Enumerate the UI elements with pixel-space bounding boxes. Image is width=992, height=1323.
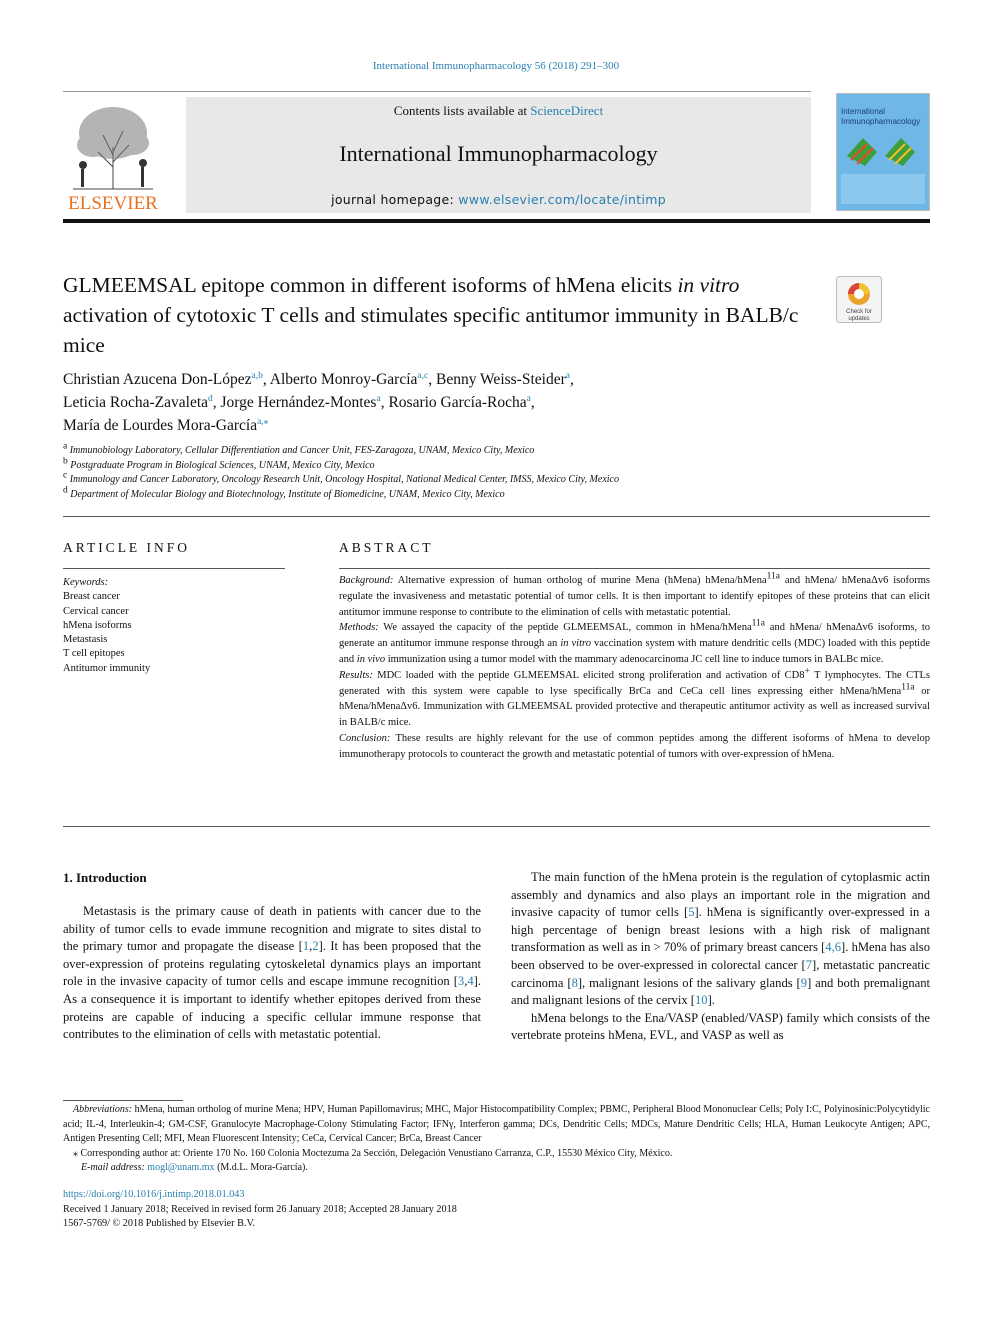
conclusion-label: Conclusion: — [339, 732, 391, 744]
doi-link[interactable]: https://doi.org/10.1016/j.intimp.2018.01.043 — [63, 1189, 245, 1200]
footnote-rule — [63, 1100, 183, 1101]
text-run: ], metastatic pancreatic carcinoma [ — [511, 957, 930, 990]
header-thick-rule — [63, 219, 930, 223]
author-affiliation-ref[interactable]: a — [565, 370, 570, 381]
text-run: ]. hMena has also been observed to be over-expressed in colorectal cancer [ — [511, 940, 930, 972]
check-for-updates-button[interactable] — [836, 276, 882, 323]
affiliation-item — [63, 485, 883, 503]
text-run: ]. It has been proposed that the over-expression of proteins regulating cytoskeletal dynamics plays an important role in the invasive capacity of tumor cells and escape immune recognition [ — [63, 939, 481, 989]
article-meta — [63, 1188, 663, 1232]
contents-line — [186, 103, 811, 119]
reference-link[interactable]: 4,6 — [825, 940, 842, 955]
methods-italic-1: in vitro — [560, 638, 591, 650]
email-label: E-mail address: — [81, 1162, 145, 1173]
text-run: The main function of the hMena protein is the regulation of cytoplasmic actin assembly and dynamics and also plays an important role in the migration and invasive capacity of tumor cells [ — [511, 870, 930, 920]
results-text-3: or hMena/hMenaΔv6. Immunization with GLMEEMSAL provided protective and therapeutic antitumor activity as well as increased survival in BALB/c mice. — [339, 685, 930, 729]
reference-link[interactable]: 9 — [800, 975, 808, 990]
abstract-body — [339, 573, 930, 763]
text-run: ]. As a consequence it is important to identify whether epitopes derived from these proteins are capable of inducing a specific cellular immune response that contributes to the elimination of cells with metastatic potential. — [63, 974, 481, 1042]
author-separator: , — [569, 371, 574, 388]
reference-link[interactable]: 10 — [694, 993, 708, 1008]
author-separator: , — [212, 394, 221, 411]
abstract-methods — [339, 620, 930, 667]
methods-text-4: immunization using a tumor model with the mammary adenocarcinoma JC cell line to induce tumors in BALBc mice. — [385, 653, 884, 665]
results-label: Results: — [339, 669, 373, 681]
background-text-2: and hMena/ hMenaΔv6 isoforms regulate the invasiveness and metastatic potential of tumor cells. It is then important to identify epitopes of these proteins that can elicit antitumor immune response to contribute to the elimination of cells with metastatic potential. — [339, 575, 930, 618]
intro-paragraph-3: hMena belongs to the Ena/VASP (enabled/VASP) family which consists of the vertebrate proteins hMena, EVL, and VASP as well as — [511, 1010, 930, 1043]
affiliation-text: Postgraduate Program in Biological Sciences, UNAM, Mexico City, Mexico — [70, 459, 375, 471]
text-run: ]. hMena is significantly over-expressed in a high percentage of benign breast lesions with a high risk of malignant transformation as well as in > 70% of primary breast cancers [ — [511, 905, 931, 955]
author-name[interactable]: Jorge Hernández-Montes — [220, 394, 377, 411]
background-sup: 11a — [766, 571, 781, 582]
crossmark-icon — [836, 276, 882, 323]
affiliation-item — [63, 441, 883, 459]
journal-cover[interactable] — [836, 93, 930, 211]
reference-link[interactable]: 2 — [312, 939, 319, 954]
author-list — [63, 368, 823, 437]
author-name[interactable]: Leticia Rocha-Zavaleta — [63, 394, 209, 411]
keyword-item[interactable]: Cervical cancer — [63, 605, 129, 617]
abstract-conclusion — [339, 731, 930, 763]
article-title — [63, 270, 823, 360]
text-run: , — [464, 974, 468, 989]
abstract-background — [339, 573, 930, 620]
methods-sup: 11a — [751, 618, 766, 629]
footnotes — [63, 1103, 930, 1176]
header-divider — [63, 91, 811, 92]
sciencedirect-link[interactable]: ScienceDirect — [530, 103, 604, 118]
body-column-right — [511, 869, 930, 1045]
reference-link[interactable]: 1 — [302, 939, 310, 954]
contents-prefix: Contents lists available at — [393, 103, 531, 118]
text-run: ], malignant lesions of the salivary glands [ — [577, 975, 801, 990]
section-heading-introduction: 1. Introduction — [63, 870, 147, 885]
author-name[interactable]: Rosario García-Rocha — [388, 394, 527, 411]
author-name[interactable]: Christian Azucena Don-López — [63, 371, 252, 388]
author-affiliation-ref[interactable]: a,b — [251, 370, 263, 381]
email-suffix: (M.d.L. Mora-García). — [214, 1162, 308, 1173]
keywords-label: Keywords: — [63, 577, 109, 588]
elsevier-wordmark: ELSEVIER — [68, 193, 158, 213]
affiliation-item — [63, 470, 883, 488]
affiliation-text: Department of Molecular Biology and Biotechnology, Institute of Biomedicine, UNAM, Mexico City, Mexico — [70, 488, 505, 500]
title-part1: GLMEEMSAL epitope common in different isoforms of hMena elicits — [63, 273, 678, 297]
keyword-item[interactable]: Antitumor immunity — [63, 662, 151, 674]
affiliations — [63, 441, 883, 502]
reference-link[interactable]: 4 — [467, 974, 474, 989]
affiliation-key: a — [63, 441, 68, 452]
abbreviations-text: hMena, human ortholog of murine Mena; HPV, Human Papillomavirus; MHC, Major Histocompatibility Complex; PBMC, Peripheral Blood Mononuclear Cells; Poly I:C, Polyinosinic:Polycytidylic acid; IL-4, Interleukin-4; GM-CSF, Granulocyte Macrophage-Colony Stimulating Factor; IFNγ, Interferon gamma; DCs, Dendritic Cells; MDCs, Mature Dendritic Cells; HLA, Human Leukocyte Antigen; APC, Antigen Presenting Cell; MFI, Mean Fluorescent Intensity; CeCa, Cervical Cancer; BrCa, Breast Cancer — [63, 1104, 930, 1144]
article-dates: Received 1 January 2018; Received in revised form 26 January 2018; Accepted 28 January 2018 — [63, 1203, 457, 1215]
abbreviations-footnote — [63, 1103, 930, 1147]
author-affiliation-ref[interactable]: a — [376, 393, 381, 404]
author-affiliation-ref[interactable]: a — [526, 393, 531, 404]
keywords-list — [63, 576, 285, 676]
journal-name: International Immunopharmacology — [339, 141, 658, 166]
reference-link[interactable]: 7 — [805, 957, 813, 972]
background-label: Background: — [339, 575, 394, 586]
homepage-link[interactable]: www.elsevier.com/locate/intimp — [458, 192, 666, 207]
affiliation-text: Immunology and Cancer Laboratory, Oncology Research Unit, Oncology Hospital, National Medical Center, IMSS, Mexico City, Mexico — [69, 474, 619, 485]
title-part2: activation of cytotoxic T cells and stimulates specific antitumor immunity in BALB/c mice — [63, 303, 799, 357]
reference-link[interactable]: 5 — [688, 905, 695, 920]
methods-italic-2: in vivo — [356, 653, 386, 665]
journal-cover-image — [837, 94, 929, 210]
results-sup-1: + — [804, 666, 810, 677]
abstract-heading: ABSTRACT — [339, 540, 434, 555]
author-affiliation-ref[interactable]: d — [208, 393, 213, 404]
text-run: Metastasis is the primary cause of death in patients with cancer due to the ability of tumor cells to evade immune recognition and migrate to sites distal to the primary tumor and propagate the disease [ — [63, 904, 481, 954]
title-italic: in vitro — [677, 273, 740, 297]
crossmark-line1: Check for — [846, 309, 872, 315]
results-text-1: MDC loaded with the peptide GLMEEMSAL elicited strong proliferation and activation of CD8 — [372, 669, 805, 681]
email-footnote — [63, 1161, 930, 1176]
homepage-prefix: journal homepage: — [331, 192, 459, 207]
affiliation-key: c — [63, 470, 68, 481]
text-run: ]. — [707, 993, 715, 1008]
elsevier-logo[interactable] — [63, 97, 163, 213]
author-separator: , — [530, 394, 535, 411]
results-sup-2: 11a — [901, 682, 915, 693]
reference-link[interactable]: 3 — [457, 974, 465, 989]
affiliation-key: d — [63, 485, 68, 496]
author-name[interactable]: Alberto Monroy-García — [269, 371, 418, 388]
issn-copyright: 1567-5769/ © 2018 Published by Elsevier B.V. — [63, 1218, 256, 1229]
section-divider — [63, 826, 930, 827]
author-separator: , — [428, 371, 436, 388]
body-column-left — [63, 903, 481, 1044]
text-run: ] and both premalignant and malignant lesions of the cervix [ — [511, 975, 931, 1008]
affiliation-text: Immunobiology Laboratory, Cellular Differentiation and Cancer Unit, FES-Zaragoza, UNAM, Mexico City, Mexico — [69, 445, 535, 456]
abstract-rule — [339, 568, 930, 569]
intro-paragraph-1 — [63, 903, 481, 1044]
article-info-rule — [63, 568, 285, 569]
abstract-results — [339, 668, 930, 731]
methods-text-2: and hMena/ hMenaΔv6 isoforms, to generate an antitumor immune response through an — [339, 622, 931, 650]
author-affiliation-ref[interactable]: a,⁎ — [257, 416, 269, 427]
text-run: , — [309, 939, 313, 954]
background-text-1: Alternative expression of human ortholog of murine Mena (hMena) hMena/hMena — [393, 575, 767, 586]
cover-title-line2: Immunopharmacology — [841, 117, 921, 126]
intro-paragraph-2 — [511, 869, 930, 1010]
abbreviations-label: Abbreviations: — [73, 1104, 133, 1115]
author-name[interactable]: Benny Weiss-Steider — [435, 371, 566, 388]
corresponding-author-footnote: ⁎ Corresponding author at: Oriente 170 No. 160 Colonia Moctezuma 2a Sección, Delegación Venustiano Carranza, C.P., 15530 México City, México. — [73, 1147, 673, 1159]
keyword-item[interactable]: Metastasis — [63, 634, 108, 646]
author-separator: , — [380, 394, 389, 411]
author-name[interactable]: María de Lourdes Mora-García — [63, 417, 258, 434]
affiliation-key: b — [63, 456, 68, 467]
journal-citation[interactable]: International Immunopharmacology 56 (2018) 291–300 — [372, 60, 620, 72]
keyword-item[interactable]: hMena isoforms — [63, 619, 132, 631]
section-divider — [63, 516, 930, 517]
reference-link[interactable]: 8 — [571, 975, 578, 990]
keyword-item[interactable]: T cell epitopes — [63, 648, 125, 660]
conclusion-text: These results are highly relevant for the use of common peptides among the different isoforms of hMena to develop immunotherapy protocols to counteract the growth and metastatic potential of tumors with over-expression of hMena. — [339, 732, 930, 760]
journal-homepage — [186, 192, 811, 207]
journal-banner — [186, 97, 811, 213]
keyword-item[interactable]: Breast cancer — [63, 591, 120, 603]
methods-text-1: We assayed the capacity of the peptide GLMEEMSAL, common in hMena/hMena — [378, 622, 752, 634]
cover-title-line1: International — [841, 107, 886, 116]
results-text-2: T lymphocytes. The CTLs generated with this system were capable to lyse specifically BrCa and CeCa cell lines expressing either hMena/hMena — [339, 669, 931, 697]
author-separator: , — [262, 371, 270, 388]
elsevier-tree-icon — [63, 97, 163, 213]
email-link[interactable]: mogl@unam.mx — [147, 1162, 215, 1173]
affiliation-item — [63, 456, 883, 474]
methods-text-3: vaccination system with mature dendritic cells (MDC) loaded with this peptide and — [339, 638, 930, 665]
author-affiliation-ref[interactable]: a,c — [417, 370, 429, 381]
methods-label: Methods: — [339, 622, 379, 634]
article-info-heading: ARTICLE INFO — [63, 540, 191, 555]
crossmark-line2: updates — [848, 316, 870, 322]
